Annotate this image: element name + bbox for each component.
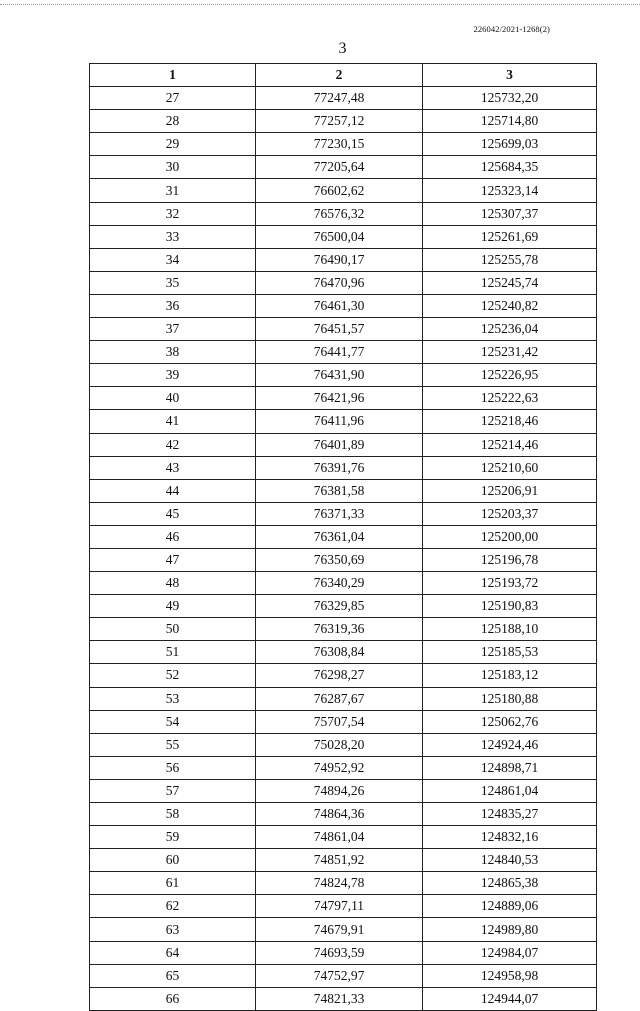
y-coordinate-cell: 125188,10: [423, 618, 597, 641]
point-number-cell: 34: [90, 248, 256, 271]
table-row: [90, 548, 597, 571]
x-coordinate-cell: 77257,12: [256, 110, 423, 133]
y-coordinate-cell: 125307,37: [423, 202, 597, 225]
y-coordinate-cell: 125185,53: [423, 641, 597, 664]
x-coordinate-cell: 75707,54: [256, 710, 423, 733]
table-row: [90, 664, 597, 687]
x-coordinate-cell: 76490,17: [256, 248, 423, 271]
table-row: [90, 179, 597, 202]
point-number-cell: 48: [90, 572, 256, 595]
x-coordinate-cell: 76381,58: [256, 479, 423, 502]
y-coordinate-cell: 125261,69: [423, 225, 597, 248]
y-coordinate-cell: 125196,78: [423, 548, 597, 571]
x-coordinate-cell: 76411,96: [256, 410, 423, 433]
x-coordinate-cell: 76298,27: [256, 664, 423, 687]
y-coordinate-cell: 125231,42: [423, 341, 597, 364]
point-number-cell: 63: [90, 918, 256, 941]
point-number-cell: 49: [90, 595, 256, 618]
y-coordinate-cell: 125732,20: [423, 87, 597, 110]
x-coordinate-cell: 74851,92: [256, 849, 423, 872]
table-row: [90, 872, 597, 895]
point-number-cell: 58: [90, 803, 256, 826]
y-coordinate-cell: 125203,37: [423, 502, 597, 525]
x-coordinate-cell: 74752,97: [256, 964, 423, 987]
x-coordinate-cell: 76451,57: [256, 318, 423, 341]
x-coordinate-cell: 76308,84: [256, 641, 423, 664]
x-coordinate-cell: 74864,36: [256, 803, 423, 826]
x-coordinate-cell: 76371,33: [256, 502, 423, 525]
y-coordinate-cell: 124835,27: [423, 803, 597, 826]
y-coordinate-cell: 125714,80: [423, 110, 597, 133]
y-coordinate-cell: 125218,46: [423, 410, 597, 433]
table-row: [90, 294, 597, 317]
document-number: 226042/2021-1268(2): [473, 24, 550, 34]
x-coordinate-cell: 74821,33: [256, 987, 423, 1010]
table-row: [90, 110, 597, 133]
y-coordinate-cell: 124944,07: [423, 987, 597, 1010]
x-coordinate-cell: 76401,89: [256, 433, 423, 456]
point-number-cell: 45: [90, 502, 256, 525]
point-number-cell: 40: [90, 387, 256, 410]
y-coordinate-cell: 124989,80: [423, 918, 597, 941]
point-number-cell: 42: [90, 433, 256, 456]
y-coordinate-cell: 125226,95: [423, 364, 597, 387]
table-row: [90, 803, 597, 826]
table-row: [90, 502, 597, 525]
y-coordinate-cell: 124861,04: [423, 779, 597, 802]
point-number-cell: 62: [90, 895, 256, 918]
table-row: [90, 941, 597, 964]
x-coordinate-cell: 76340,29: [256, 572, 423, 595]
table-row: [90, 410, 597, 433]
table-body: [90, 87, 597, 1011]
table-row: [90, 87, 597, 110]
x-coordinate-cell: 77230,15: [256, 133, 423, 156]
table-row: [90, 964, 597, 987]
x-coordinate-cell: 74894,26: [256, 779, 423, 802]
table-row: [90, 595, 597, 618]
x-coordinate-cell: 76329,85: [256, 595, 423, 618]
table-row: [90, 895, 597, 918]
coordinates-table: [89, 63, 597, 1011]
x-coordinate-cell: 76431,90: [256, 364, 423, 387]
y-coordinate-cell: 124984,07: [423, 941, 597, 964]
y-coordinate-cell: 124958,98: [423, 964, 597, 987]
point-number-cell: 39: [90, 364, 256, 387]
point-number-cell: 27: [90, 87, 256, 110]
point-number-cell: 50: [90, 618, 256, 641]
point-number-cell: 47: [90, 548, 256, 571]
x-coordinate-cell: 74693,59: [256, 941, 423, 964]
x-coordinate-cell: 76391,76: [256, 456, 423, 479]
point-number-cell: 53: [90, 687, 256, 710]
x-coordinate-cell: 74861,04: [256, 826, 423, 849]
table-row: [90, 687, 597, 710]
point-number-cell: 37: [90, 318, 256, 341]
scan-top-edge: [0, 4, 640, 5]
y-coordinate-cell: 125206,91: [423, 479, 597, 502]
point-number-cell: 38: [90, 341, 256, 364]
point-number-cell: 29: [90, 133, 256, 156]
point-number-cell: 32: [90, 202, 256, 225]
table-header-row: [90, 64, 597, 87]
x-coordinate-cell: 76602,62: [256, 179, 423, 202]
x-coordinate-cell: 76470,96: [256, 271, 423, 294]
y-coordinate-cell: 125200,00: [423, 525, 597, 548]
point-number-cell: 31: [90, 179, 256, 202]
table-row: [90, 364, 597, 387]
y-coordinate-cell: 125180,88: [423, 687, 597, 710]
y-coordinate-cell: 125245,74: [423, 271, 597, 294]
table-row: [90, 918, 597, 941]
table-row: [90, 987, 597, 1010]
point-number-cell: 55: [90, 733, 256, 756]
x-coordinate-cell: 76461,30: [256, 294, 423, 317]
point-number-cell: 35: [90, 271, 256, 294]
x-coordinate-cell: 75028,20: [256, 733, 423, 756]
y-coordinate-cell: 125210,60: [423, 456, 597, 479]
point-number-cell: 64: [90, 941, 256, 964]
table-row: [90, 433, 597, 456]
page-number: 3: [338, 40, 347, 57]
table-row: [90, 479, 597, 502]
y-coordinate-cell: 125193,72: [423, 572, 597, 595]
y-coordinate-cell: 125240,82: [423, 294, 597, 317]
point-number-cell: 46: [90, 525, 256, 548]
table-row: [90, 826, 597, 849]
x-coordinate-cell: 77247,48: [256, 87, 423, 110]
y-coordinate-cell: 125062,76: [423, 710, 597, 733]
table-row: [90, 733, 597, 756]
point-number-cell: 56: [90, 756, 256, 779]
column-header-2: 2: [256, 64, 423, 87]
table-row: [90, 318, 597, 341]
x-coordinate-cell: 74824,78: [256, 872, 423, 895]
table-row: [90, 133, 597, 156]
table-row: [90, 341, 597, 364]
x-coordinate-cell: 74797,11: [256, 895, 423, 918]
column-header-1: 1: [90, 64, 256, 87]
point-number-cell: 66: [90, 987, 256, 1010]
table-row: [90, 641, 597, 664]
point-number-cell: 36: [90, 294, 256, 317]
y-coordinate-cell: 124865,38: [423, 872, 597, 895]
table-row: [90, 779, 597, 802]
point-number-cell: 60: [90, 849, 256, 872]
table-row: [90, 248, 597, 271]
x-coordinate-cell: 76361,04: [256, 525, 423, 548]
table-row: [90, 618, 597, 641]
x-coordinate-cell: 76319,36: [256, 618, 423, 641]
x-coordinate-cell: 76350,69: [256, 548, 423, 571]
x-coordinate-cell: 74679,91: [256, 918, 423, 941]
point-number-cell: 28: [90, 110, 256, 133]
y-coordinate-cell: 125323,14: [423, 179, 597, 202]
point-number-cell: 61: [90, 872, 256, 895]
point-number-cell: 30: [90, 156, 256, 179]
point-number-cell: 43: [90, 456, 256, 479]
y-coordinate-cell: 124889,06: [423, 895, 597, 918]
y-coordinate-cell: 125190,83: [423, 595, 597, 618]
point-number-cell: 65: [90, 964, 256, 987]
table-row: [90, 756, 597, 779]
x-coordinate-cell: 74952,92: [256, 756, 423, 779]
table-row: [90, 456, 597, 479]
y-coordinate-cell: 125222,63: [423, 387, 597, 410]
point-number-cell: 57: [90, 779, 256, 802]
y-coordinate-cell: 125214,46: [423, 433, 597, 456]
y-coordinate-cell: 125236,04: [423, 318, 597, 341]
x-coordinate-cell: 76441,77: [256, 341, 423, 364]
x-coordinate-cell: 76576,32: [256, 202, 423, 225]
y-coordinate-cell: 124832,16: [423, 826, 597, 849]
point-number-cell: 59: [90, 826, 256, 849]
table-row: [90, 202, 597, 225]
point-number-cell: 44: [90, 479, 256, 502]
table-row: [90, 156, 597, 179]
point-number-cell: 54: [90, 710, 256, 733]
table-row: [90, 572, 597, 595]
table-row: [90, 710, 597, 733]
x-coordinate-cell: 76287,67: [256, 687, 423, 710]
y-coordinate-cell: 125699,03: [423, 133, 597, 156]
y-coordinate-cell: 125684,35: [423, 156, 597, 179]
x-coordinate-cell: 76500,04: [256, 225, 423, 248]
table-row: [90, 271, 597, 294]
y-coordinate-cell: 125255,78: [423, 248, 597, 271]
y-coordinate-cell: 125183,12: [423, 664, 597, 687]
y-coordinate-cell: 124898,71: [423, 756, 597, 779]
table-row: [90, 525, 597, 548]
y-coordinate-cell: 124840,53: [423, 849, 597, 872]
table-row: [90, 387, 597, 410]
x-coordinate-cell: 76421,96: [256, 387, 423, 410]
point-number-cell: 51: [90, 641, 256, 664]
y-coordinate-cell: 124924,46: [423, 733, 597, 756]
point-number-cell: 33: [90, 225, 256, 248]
column-header-3: 3: [423, 64, 597, 87]
table-row: [90, 225, 597, 248]
point-number-cell: 41: [90, 410, 256, 433]
x-coordinate-cell: 77205,64: [256, 156, 423, 179]
point-number-cell: 52: [90, 664, 256, 687]
table-row: [90, 849, 597, 872]
